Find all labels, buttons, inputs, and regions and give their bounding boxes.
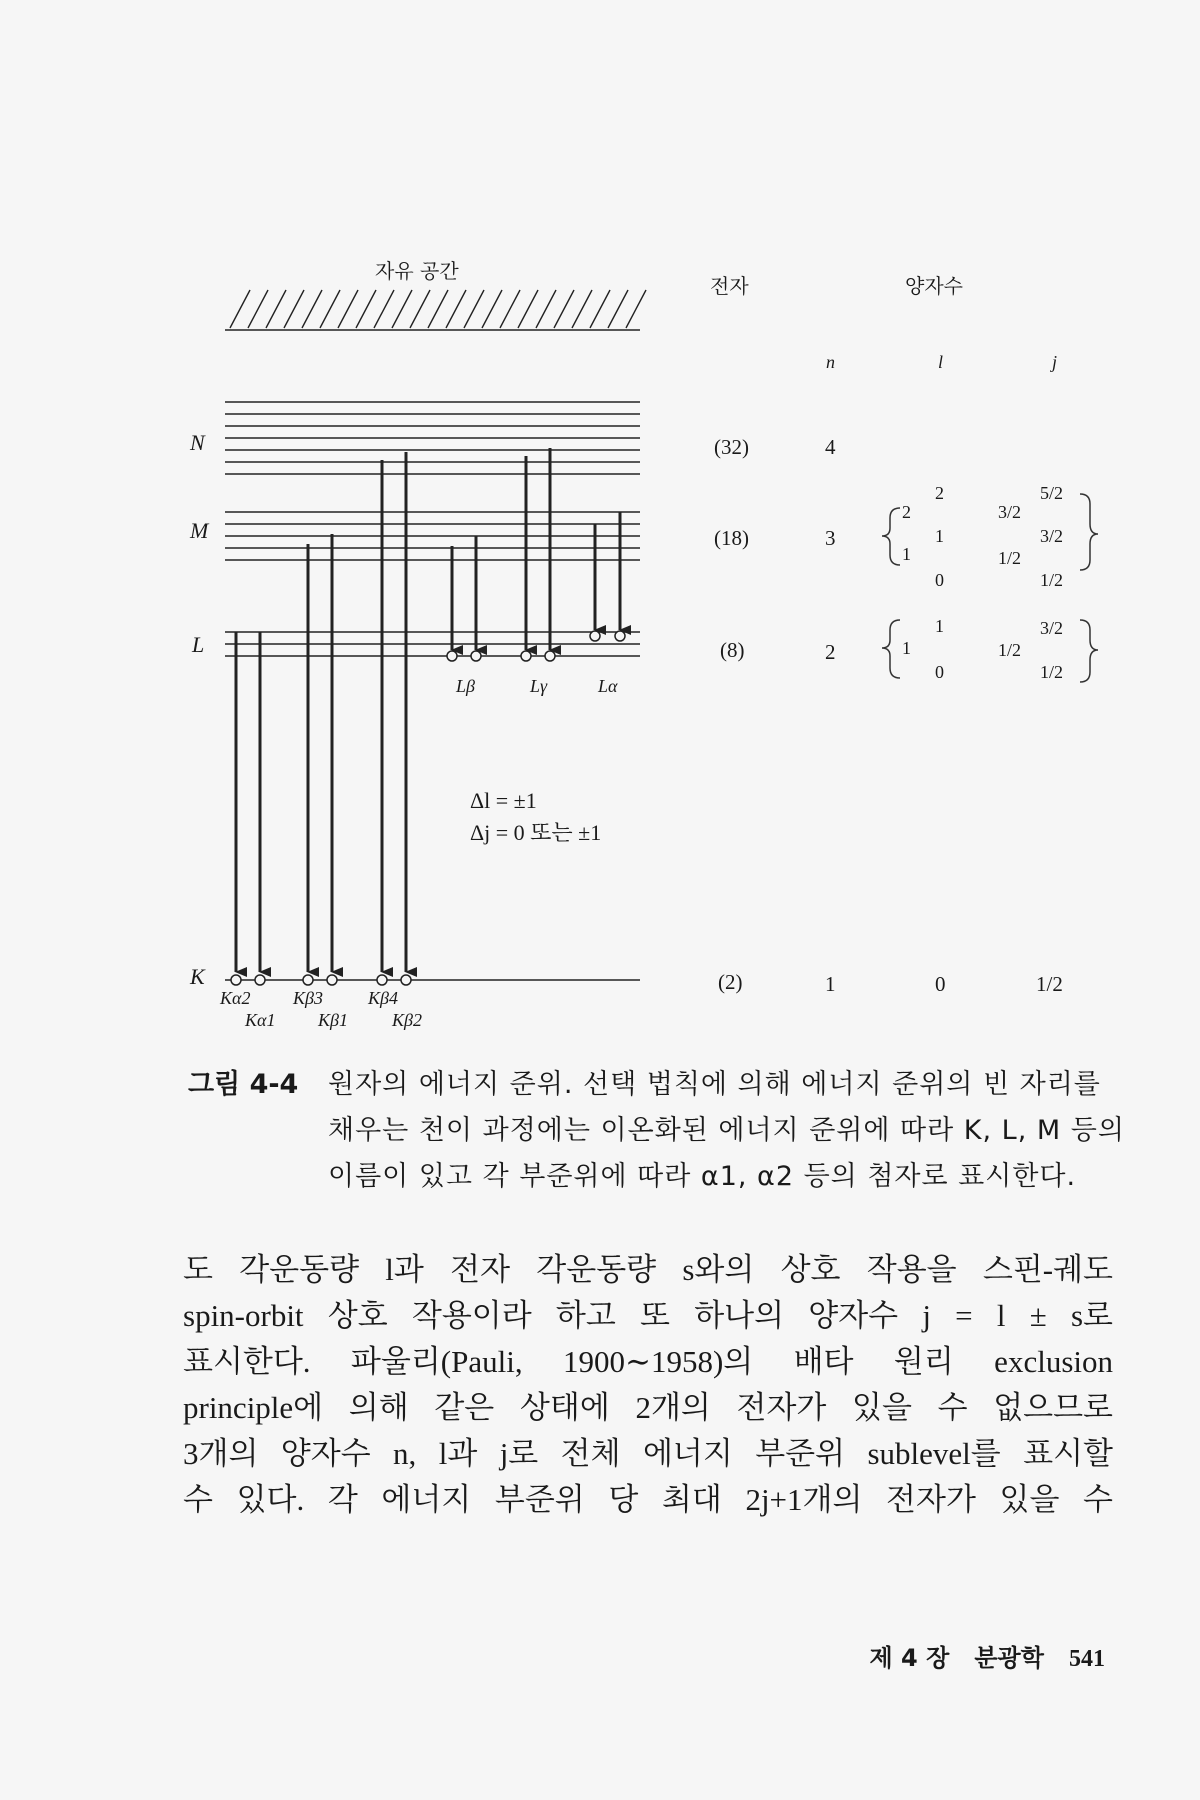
M-l-0: 0 xyxy=(935,570,944,590)
electron-header: 전자 xyxy=(710,274,749,298)
level-L: L xyxy=(192,632,205,657)
page-footer xyxy=(870,1638,1106,1673)
level-K: K xyxy=(190,964,205,989)
body-line: principle에 의해 같은 상태에 2개의 전자가 있을 수 없으므로 xyxy=(183,1390,1113,1425)
M-l-2: 2 xyxy=(935,483,944,503)
M-jmid-3-2: 3/2 xyxy=(998,502,1022,522)
selection-rule-j: Δj = 0 또는 ±1 xyxy=(470,820,602,845)
body-line: 수 있다. 각 에너지 부준위 당 최대 2j+1개의 전자가 있을 수 xyxy=(183,1482,1113,1517)
L-brace-l-1: 1 xyxy=(902,638,911,658)
L-shell-lines xyxy=(225,632,640,656)
K-j-1-2: 1/2 xyxy=(1036,972,1063,996)
n-M: 3 xyxy=(825,526,836,550)
electrons-N: (32) xyxy=(714,435,749,459)
M-j-1-2: 1/2 xyxy=(1040,570,1064,590)
K-beta1-label: Kβ1 xyxy=(318,1010,348,1030)
n-L: 2 xyxy=(825,640,836,664)
n-N: 4 xyxy=(825,435,836,459)
M-jmid-1-2: 1/2 xyxy=(998,548,1022,568)
L-beta-label: Lβ xyxy=(456,676,475,696)
L-right-brace xyxy=(1080,620,1098,682)
M-right-brace xyxy=(1080,494,1098,570)
L-j-1-2: 1/2 xyxy=(1040,662,1064,682)
body-line: 표시한다. 파울리(Pauli, 1900∼1958)의 배타 원리 exclusion xyxy=(183,1344,1113,1379)
electrons-M: (18) xyxy=(714,526,749,550)
electrons-K: (2) xyxy=(718,970,743,994)
L-transition-arrows xyxy=(452,448,620,650)
body-paragraph xyxy=(183,1247,1113,1523)
body-line: spin-orbit 상호 작용이라 하고 또 하나의 양자수 j = l ± s로 xyxy=(183,1298,1113,1333)
K-beta4-label: Kβ4 xyxy=(368,988,398,1008)
M-j-3-2: 3/2 xyxy=(1040,526,1064,546)
M-brace-l-2: 2 xyxy=(902,502,911,522)
body-line: 도 각운동량 l과 전자 각운동량 s와의 상호 작용을 스핀-궤도 xyxy=(183,1252,1113,1287)
footer-title: 분광학 xyxy=(974,1644,1044,1672)
K-beta3-label: Kβ3 xyxy=(293,988,323,1008)
electrons-L: (8) xyxy=(720,638,745,662)
K-l-0: 0 xyxy=(935,972,946,996)
M-shell-lines xyxy=(225,512,640,560)
K-beta2-label: Kβ2 xyxy=(392,1010,422,1030)
K-alpha2-label: Kα2 xyxy=(220,988,251,1008)
page-number: 541 xyxy=(1069,1646,1105,1672)
L-l-0: 0 xyxy=(935,662,944,682)
L-alpha-label: Lα xyxy=(598,676,618,696)
L-left-brace xyxy=(882,620,900,678)
quantum-number-header: 양자수 xyxy=(905,274,963,298)
L-jmid-1-2: 1/2 xyxy=(998,640,1022,660)
free-space-hatch xyxy=(225,290,646,330)
M-left-brace xyxy=(882,508,900,565)
L-l-1: 1 xyxy=(935,616,944,636)
level-N: N xyxy=(190,430,205,455)
N-shell-lines xyxy=(225,402,640,474)
n-K: 1 xyxy=(825,972,836,996)
l-column-header: l xyxy=(938,352,944,372)
M-brace-l-1: 1 xyxy=(902,544,911,564)
M-l-1: 1 xyxy=(935,526,944,546)
level-M: M xyxy=(190,518,209,543)
caption-label: 그림 4-4 xyxy=(188,1069,299,1100)
j-column-header: j xyxy=(1052,352,1058,372)
L-gamma-label: Lγ xyxy=(530,676,548,696)
K-transition-arrows xyxy=(236,452,406,972)
body-line: 3개의 양자수 n, l과 j로 전체 에너지 부준위 sublevel를 표시할 xyxy=(183,1436,1113,1471)
K-alpha1-label: Kα1 xyxy=(245,1010,276,1030)
selection-rule-l: Δl = ±1 xyxy=(470,788,537,813)
n-column-header: n xyxy=(826,352,835,372)
M-j-5-2: 5/2 xyxy=(1040,483,1064,503)
footer-chapter: 제 4 장 xyxy=(869,1644,950,1672)
free-space-label: 자유 공간 xyxy=(375,259,459,283)
L-j-3-2: 3/2 xyxy=(1040,618,1064,638)
caption-text: 원자의 에너지 준위. 선택 법칙에 의해 에너지 준위의 빈 자리를 채우는 천이 과정에는 이온화된 에너지 준위에 따라 K, L, M 등의 이름이 있고 각 부준위에 따라 α1, α2 등의 첨자로 표시한다. xyxy=(328,1069,1125,1192)
